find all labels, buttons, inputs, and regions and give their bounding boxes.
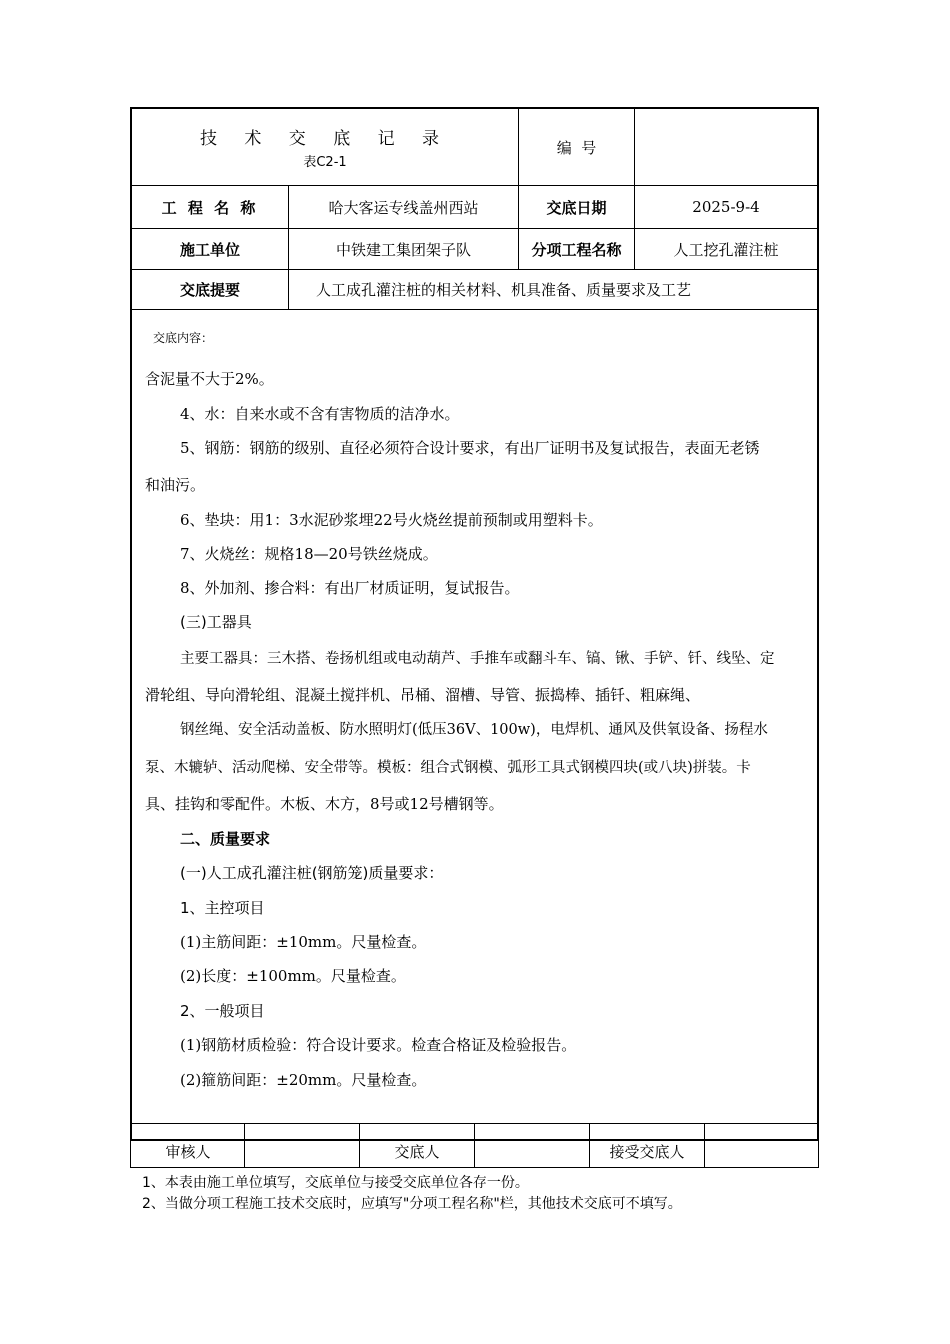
form-code: 表C2-1: [303, 155, 347, 170]
content-label: 交底内容：: [153, 331, 214, 345]
reviewer-value: [245, 1124, 359, 1141]
receiver-label: 接受交底人: [609, 1143, 685, 1161]
presenter-value: [475, 1124, 589, 1141]
content-line: 5、钢筋：钢筋的级别、直径必须符合设计要求，有出厂证明书及复试报告，表面无老锈: [180, 439, 760, 457]
subproject-label: 分项工程名称: [531, 240, 622, 259]
content-line: 滑轮组、导向滑轮组、混凝土搅拌机、吊桶、溜槽、导管、振捣棒、插钎、粗麻绳、: [145, 686, 701, 704]
presenter-label: 交底人: [394, 1143, 440, 1161]
column-divider: [244, 1141, 245, 1168]
subsection-heading: 2、一般项目: [180, 1002, 265, 1020]
content-line: 6、垫块：用1：3水泥砂浆埋22号火烧丝提前预制或用塑料卡。: [180, 511, 603, 529]
subsection-heading: 1、主控项目: [180, 899, 265, 917]
content-line: 含泥量不大于2%。: [145, 370, 274, 388]
column-divider: [704, 1141, 705, 1168]
content-line: (1)钢筋材质检验：符合设计要求。检查合格证及检验报告。: [180, 1036, 577, 1054]
summary-value: 人工成孔灌注桩的相关材料、机具准备、质量要求及工艺: [316, 281, 692, 299]
content-line: (2)长度：±100mm。尺量检查。: [180, 967, 406, 985]
date-label: 交底日期: [546, 198, 607, 217]
title-block: [132, 109, 518, 185]
unit-value: 中铁建工集团架子队: [335, 240, 471, 259]
project-name-label: 工 程 名 称: [161, 198, 259, 217]
subsection-heading: (一)人工成孔灌注桩(钢筋笼)质量要求：: [180, 864, 444, 882]
column-divider: [130, 1141, 131, 1168]
content-line: (1)主筋间距：±10mm。尺量检查。: [180, 933, 427, 951]
project-name-value: 哈大客运专线盖州西站: [328, 198, 479, 217]
content-line: 4、水：自来水或不含有害物质的洁净水。: [180, 405, 460, 423]
footnote: 1、本表由施工单位填写，交底单位与接受交底单位各存一份。: [142, 1175, 529, 1191]
reviewer-label: 审核人: [165, 1143, 211, 1161]
receiver-value: [705, 1124, 817, 1141]
content-line: 钢丝绳、安全活动盖板、防水照明灯(低压36V、100w)，电焊机、通风及供氧设备、扬程水: [180, 722, 768, 738]
column-divider: [589, 1141, 590, 1168]
footnote: 2、当做分项工程施工技术交底时，应填写"分项工程名称"栏，其他技术交底可不填写。: [142, 1196, 682, 1212]
column-divider: [359, 1141, 360, 1168]
number-label: 编 号: [556, 138, 597, 157]
content-line: 8、外加剂、掺合料：有出厂材质证明，复试报告。: [180, 579, 520, 597]
column-divider: [818, 1141, 819, 1168]
content-line: 主要工器具：三木搭、卷扬机组或电动葫芦、手推车或翻斗车、镐、锹、手铲、钎、线坠、定: [180, 651, 775, 667]
subproject-value: 人工挖孔灌注桩: [673, 240, 779, 259]
row-divider: [130, 309, 819, 310]
content-line: (2)箍筋间距：±20mm。尺量检查。: [180, 1071, 427, 1089]
page-title: 技 术 交 底 记 录: [199, 129, 451, 149]
content-line: 具、挂钩和零配件。木板、木方，8号或12号槽钢等。: [145, 795, 504, 813]
section-heading: (三)工器具: [180, 613, 252, 631]
content-line: 和油污。: [145, 476, 206, 494]
content-line: 泵、木辘轳、活动爬梯、安全带等。模板：组合式钢模、弧形工具式钢模四块(或八块)拼装。卡: [145, 760, 751, 776]
summary-label: 交底提要: [179, 281, 240, 299]
number-value: [635, 109, 817, 185]
unit-label: 施工单位: [179, 240, 240, 259]
content-line: 7、火烧丝：规格18—20号铁丝烧成。: [180, 545, 438, 563]
column-divider: [474, 1141, 475, 1168]
date-value: 2025-9-4: [692, 198, 760, 216]
section-heading: 二、质量要求: [180, 830, 271, 848]
